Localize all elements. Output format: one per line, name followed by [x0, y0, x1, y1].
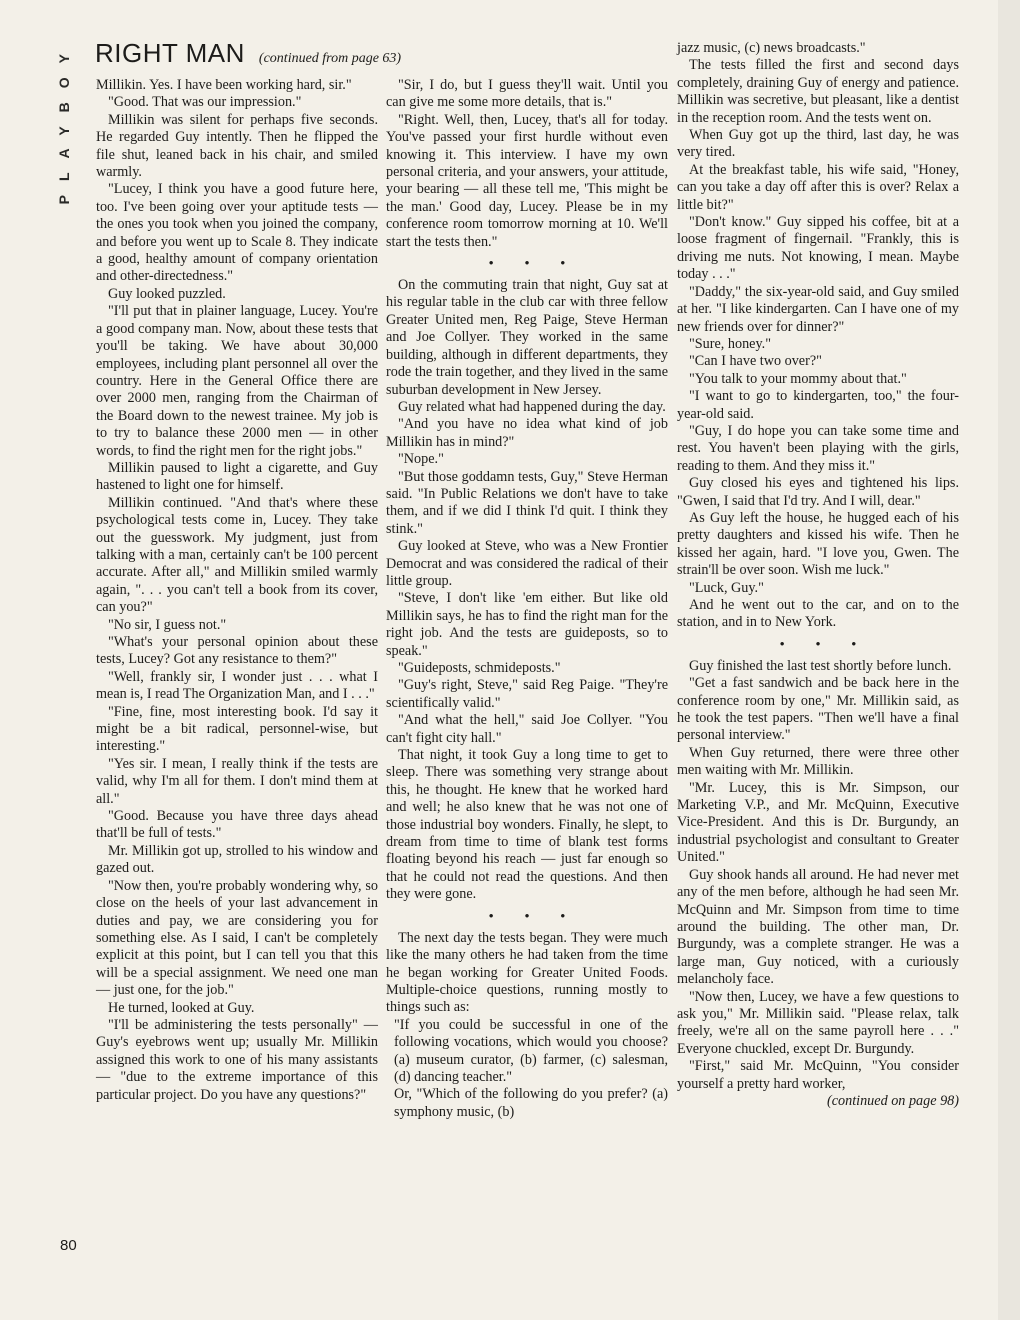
paragraph: Millikin continued. "And that's where these psychological tests come in, Lucey. They take out the guesswork. My judgment, just from talking with a man, certainly can't be 100 percent accurate. After all," and Millikin smiled warmly again, ". . . you can't tell a book from its cover, can you?" — [96, 494, 378, 616]
paragraph: "Sir, I do, but I guess they'll wait. Until you can give me some more details, that is." — [386, 77, 668, 111]
text-column-2 — [386, 77, 668, 1121]
paragraph: Guy finished the last test shortly before lunch. — [689, 657, 952, 674]
paragraph: The tests filled the first and second days completely, draining Guy of energy and patience. Millikin was secretive, but pleasant, like a dentist in the reception room. And the tests went on. — [677, 57, 959, 126]
paragraph: Millikin paused to light a cigarette, and Guy hastened to light one for himself. — [96, 459, 378, 494]
paragraph: "But those goddamn tests, Guy," Steve Herman said. "In Public Relations we don't have to take them, and if we did I think I'd quit. I think they stink." — [386, 468, 668, 537]
paragraph: He turned, looked at Guy. — [108, 999, 255, 1016]
paragraph: When Guy returned, there were three other men waiting with Mr. Millikin. — [677, 744, 959, 779]
paragraph: "I'll put that in plainer language, Lucey. You're a good company man. Now, about these tests that you'll be taking. We have about 30,000 employees, including plant personnel all over the country. Here in the General Office there are over 2000 men, ranging from the Chairman of the Board down to the newest trainee. My job is to try to balance these 2000 men — in other words, to find the right men for the right jobs." — [96, 303, 378, 459]
paragraph: "Guy's right, Steve," said Reg Paige. "They're scientifically valid." — [386, 677, 668, 711]
paragraph: "First," said Mr. McQuinn, "You consider yourself a pretty hard worker, — [677, 1058, 959, 1092]
paragraph: "Yes sir. I mean, I really think if the tests are valid, why I'm all for them. I don't mind them at all." — [96, 755, 378, 807]
paragraph: The next day the tests began. They were much like the many others he had taken from the time he began working for Greater United Foods. Multiple-choice questions, running mostly to things such as: — [386, 929, 668, 1016]
text-column-3 — [677, 40, 959, 1110]
section-break: • • • — [779, 635, 871, 651]
paragraph: Millikin. Yes. I have been working hard, sir." — [96, 77, 352, 93]
article-header — [95, 38, 401, 69]
paragraph: Guy closed his eyes and tightened his lips. "Gwen, I said that I'd try. And I will, dear." — [677, 475, 959, 509]
page-edge — [998, 0, 1020, 1320]
paragraph: Mr. Millikin got up, strolled to his window and gazed out. — [96, 842, 378, 877]
paragraph: That night, it took Guy a long time to get to sleep. There was something very strange about this, he thought. He knew that he worked hard and well; he also knew that he was not one of those industrial boy wonders. Finally, he slept, to dream from time to time of blank test forms floating beyond his reach — just far enough so that he could not read the questions. And then they were gone. — [386, 747, 668, 903]
paragraph: "Mr. Lucey, this is Mr. Simpson, our Marketing V.P., and Mr. McQuinn, Executive Vice-President. And this is Dr. Burgundy, an industrial psychologist and consultant to Greater United." — [677, 779, 959, 866]
paragraph: "Can I have two over?" — [689, 353, 822, 370]
paragraph: "Sure, honey." — [689, 335, 771, 352]
paragraph: "Steve, I don't like 'em either. But like old Millikin says, he has to find the right man for the right job. And the tests are guideposts, so to speak." — [386, 590, 668, 659]
paragraph: "You talk to your mommy about that." — [689, 370, 907, 387]
paragraph: "Good. Because you have three days ahead that'll be full of tests." — [96, 808, 378, 842]
paragraph: "If you could be successful in one of the following vocations, which would you choose? (a) museum curator, (b) farmer, (c) salesman, (d) dancing teacher." — [394, 1016, 668, 1085]
paragraph: "And what the hell," said Joe Collyer. "You can't fight city hall." — [386, 712, 668, 746]
paragraph: And he went out to the car, and on to the station, and in to New York. — [677, 597, 959, 631]
magazine-name: PLAYBOY — [56, 40, 72, 205]
section-break: • • • — [488, 255, 580, 271]
paragraph: jazz music, (c) news broadcasts." — [677, 40, 866, 56]
paragraph: "I'll be administering the tests personally" — Guy's eyebrows went up; usually Mr. Millikin assigned this work to one of his many assistants — "due to the extreme importance of this particular project. Do you have any questions?" — [96, 1016, 378, 1103]
section-break: • • • — [488, 907, 580, 923]
paragraph: When Guy got up the third, last day, he was very tired. — [677, 127, 959, 161]
paragraph: On the commuting train that night, Guy sat at his regular table in the club car with three fellow Greater United men, Reg Paige, Steve Herman and Joe Collyer. They worked in the same building, although in different departments, they rode the train together, and they lived in the same suburban development in New Jersey. — [386, 277, 668, 398]
paragraph: "Fine, fine, most interesting book. I'd say it might be a bit radical, personnel-wise, but interesting." — [96, 703, 378, 755]
paragraph: "Good. That was our impression." — [108, 94, 302, 111]
paragraph: "Nope." — [398, 451, 444, 468]
paragraph: "Guy, I do hope you can take some time and rest. You haven't been playing with the girls, reading to them. And they miss it." — [677, 422, 959, 474]
text-column-1 — [96, 77, 378, 1104]
paragraph: "Luck, Guy." — [689, 579, 764, 596]
paragraph: "What's your personal opinion about these tests, Lucey? Got any resistance to them?" — [96, 634, 378, 668]
paragraph: Or, "Which of the following do you prefer? (a) symphony music, (b) — [394, 1086, 668, 1120]
paragraph: "Don't know." Guy sipped his coffee, bit at a loose fragment of fingernail. "Frankly, this is driving me nuts. Not knowing, I mean. Maybe today . . ." — [677, 214, 959, 283]
paragraph: "I want to go to kindergarten, too," the four-year-old said. — [677, 388, 959, 422]
paragraph: Guy related what had happened during the day. — [398, 398, 666, 415]
paragraph: Guy looked at Steve, who was a New Frontier Democrat and was considered the radical of their little group. — [386, 538, 668, 589]
paragraph: At the breakfast table, his wife said, "Honey, can you take a day off after this is over? Relax a little bit?" — [677, 161, 959, 213]
paragraph: "Guideposts, schmideposts." — [398, 660, 561, 676]
paragraph: As Guy left the house, he hugged each of his pretty daughters and kissed his wife. Then he kissed her again, hard. "I love you, Gwen. The strain'll be over soon. Wish me luck." — [677, 509, 959, 579]
paragraph: Guy shook hands all around. He had never met any of the men before, although he had seen Mr. McQuinn and Mr. Simpson from time to time around the building. The other man, Dr. Burgundy, was a complete stranger. He was a large man, Guy noticed, with a curiously melancholy face. — [677, 866, 959, 988]
paragraph: "Right. Well, then, Lucey, that's all for today. You've passed your first hurdle without even knowing it. This interview. I have my own personal criteria, and your answers, your attitude, your bearing — all these tell me, 'This might be the man.' Good day, Lucey. Please be in my conference room tomorrow morning at 10. We'll start the tests then." — [386, 111, 668, 250]
continuation-note: (continued on page 98) — [827, 1092, 959, 1109]
paragraph: "Now then, Lucey, we have a few questions to ask you," Mr. Millikin said. "Please relax, talk freely, we're all on the same payroll here . . ." Everyone chuckled, except Dr. Burgundy. — [677, 988, 959, 1057]
article-continued-note: (continued from page 63) — [258, 51, 402, 66]
paragraph: Guy looked puzzled. — [108, 285, 226, 302]
paragraph: "Now then, you're probably wondering why, so close on the heels of your last advancement in duties and pay, we are considering you for something else. As I said, I can't be completely explicit at this point, but I can tell you that this will be a special assignment. We need one man — just one, for the job." — [96, 877, 378, 999]
paragraph: "And you have no idea what kind of job Millikin has in mind?" — [386, 416, 668, 450]
paragraph: "Daddy," the six-year-old said, and Guy smiled at her. "I like kindergarten. Can I have one of my new friends over for dinner?" — [677, 283, 959, 335]
page-number: 80 — [60, 1237, 77, 1254]
paragraph: "No sir, I guess not." — [108, 616, 227, 633]
paragraph: "Well, frankly sir, I wonder just . . . what I mean is, I read The Organization Man, and I . . ." — [96, 668, 378, 703]
article-title: RIGHT MAN — [95, 38, 245, 68]
paragraph: "Get a fast sandwich and be back here in the conference room by one," Mr. Millikin said, as he took the test papers. "Then we'll have a final personal interview." — [677, 675, 959, 744]
paragraph: Millikin was silent for perhaps five seconds. He regarded Guy intently. Then he flipped the file shut, leaned back in his chair, and smiled warmly. — [96, 111, 378, 181]
paragraph: "Lucey, I think you have a good future here, too. I've been going over your aptitude tests — the ones you took when you joined the company, and before you went up to Scale 8. They indicate a good, healthy amount of company orientation and other-directedness." — [96, 181, 378, 285]
